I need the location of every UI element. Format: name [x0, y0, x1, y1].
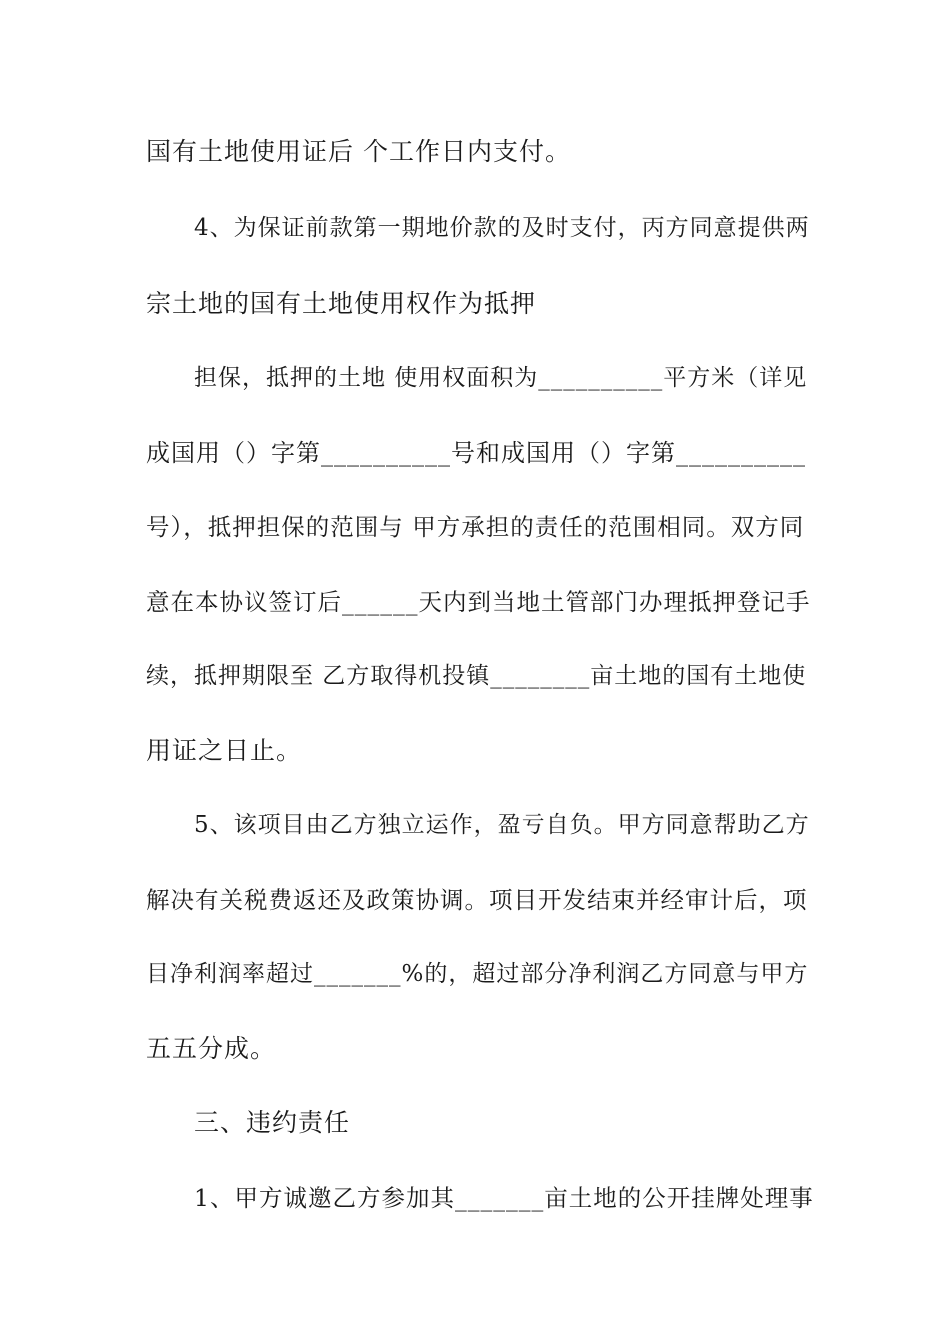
- paragraph-line-1: 国有土地使用证后 个工作日内支付。: [146, 137, 571, 166]
- paragraph-line-13: 五五分成。: [146, 1034, 277, 1063]
- paragraph-line-9: 用证之日止。: [146, 736, 303, 765]
- paragraph-line-12: 目净利润率超过_______%的，超过部分净利润乙方同意与甲方: [146, 961, 809, 987]
- paragraph-line-11: 解决有关税费返还及政策协调。项目开发结束并经审计后，项: [146, 886, 808, 914]
- paragraph-line-8: 续，抵押期限至 乙方取得机投镇________亩土地的国有土地使: [146, 663, 807, 689]
- section-heading: 三、违约责任: [194, 1108, 351, 1137]
- paragraph-line-4: 担保，抵押的土地 使用权面积为__________平方米（详见: [194, 365, 808, 391]
- paragraph-line-2: 4、为保证前款第一期地价款的及时支付，丙方同意提供两: [194, 215, 810, 241]
- paragraph-line-15: 1、甲方诚邀乙方参加其_______亩土地的公开挂牌处理事: [194, 1184, 814, 1212]
- paragraph-line-6: 号），抵押担保的范围与 甲方承担的责任的范围相同。双方同: [146, 513, 805, 541]
- paragraph-line-10: 5、该项目由乙方独立运作，盈亏自负。甲方同意帮助乙方: [194, 812, 810, 838]
- paragraph-line-5: 成国用（）字第__________号和成国用（）字第__________: [146, 439, 806, 467]
- paragraph-line-7: 意在本协议签订后______天内到当地土管部门办理抵押登记手: [146, 588, 811, 616]
- paragraph-line-3: 宗土地的国有土地使用权作为抵押: [146, 289, 537, 318]
